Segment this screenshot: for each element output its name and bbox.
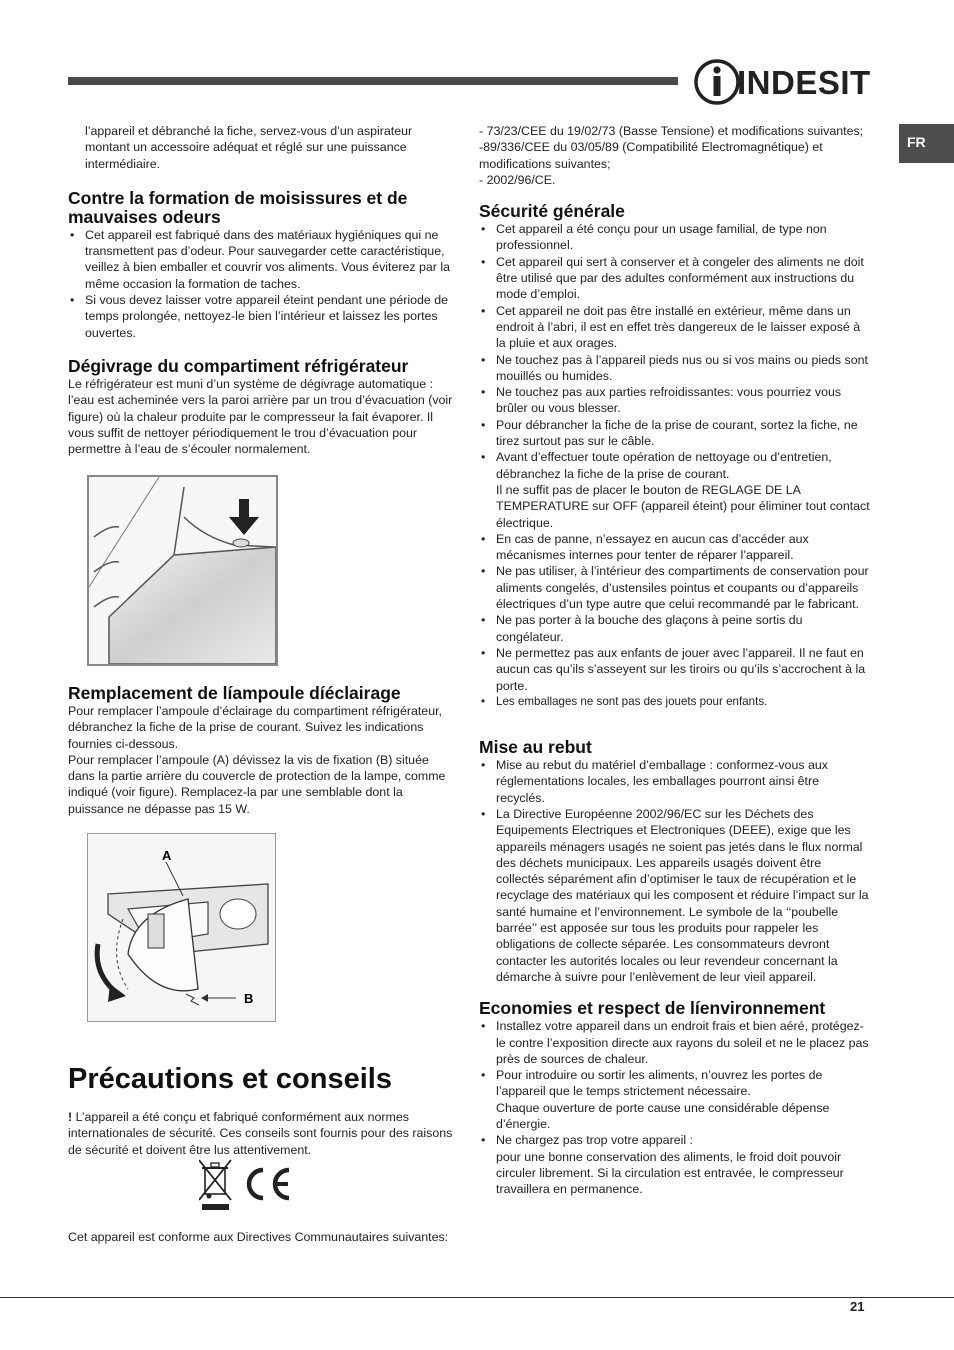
lamp-cover-illustration (88, 834, 275, 1021)
directive-line: - 73/23/CEE du 19/02/73 (Basse Tensione) et modifications suivantes; (479, 124, 864, 138)
securite-list (479, 221, 871, 710)
brand-wordmark: INDESIT (737, 64, 871, 101)
precautions-section (68, 1063, 456, 1158)
section-title-moisissures: Contre la formation de moisissures et de mauvaises odeurs (68, 187, 408, 227)
degivrage-text: Le réfrigérateur est muni d’un système de dégivrage automatique : l’eau est acheminée vers la paroi arrière par un trou d’évacuation (voir figure) où la chaleur produite par le compresseur la fait évaporer. Il vous suffit de nettoyer périodiquement le trou d’évacuation pour permettre à l’eau de s’écouler normalement. (68, 376, 453, 457)
language-tab: FR (899, 124, 954, 163)
list-item: • En cas de panne, n’essayez en aucun cas d’accéder aux mécanismes internes pour tenter de réparer l’appareil. (479, 531, 871, 564)
list-item-extra: Chaque ouverture de porte cause une considérable dépense d’énergie. (496, 1100, 830, 1132)
list-item (479, 1132, 871, 1197)
lamp-section (68, 684, 456, 817)
precautions-intro (68, 1109, 456, 1158)
directive-line: - 2002/96/CE. (479, 172, 556, 187)
defrost-figure (87, 475, 278, 666)
list-item: • La Directive Européenne 2002/96/EC sur les Déchets des Equipements Electriques et Electroniques (DEEE), exige que les appareils ménagers usagés ne soient pas jetés dans le flux normal des déchets municipaux. Les appareils usagés doivent être collectés séparément afin d’optimiser le taux de récupération et le recyclage des matériaux qui les composent et réduire l’impact sur la santé humaine et l’environnement. Le symbole de la ‘‘poubelle barrée’’ est apposée sur tous les produits pour rappeler les obligations de collecte séparée. Les consommateurs devront contacter les autorités locales ou leur revendeur concernant la démarche à suivre pour l’enlèvement de leur vieil appareil. (479, 806, 871, 985)
list-item: • Les emballages ne sont pas des jouets pour enfants. (479, 694, 871, 710)
page-title: Précautions et conseils (68, 1063, 392, 1095)
section-title-securite: Sécurité générale (479, 201, 625, 222)
label-a: A (162, 848, 172, 863)
list-item: • Ne touchez pas aux parties refroidissantes: vous pourriez vous brûler ou vous blesser. (479, 384, 871, 417)
conformity-text: Cet appareil est conforme aux Directives Communautaires suivantes: (68, 1230, 449, 1244)
list-item: • Ne pas porter à la bouche des glaçons à peine sortis du congélateur. (479, 612, 871, 645)
list-item: • Ne permettez pas aux enfants de jouer avec l’appareil. Il ne faut en aucun cas qu’ils s’asseyent sur les tiroirs ou qu’ils s’accrochent à la porte. (479, 645, 871, 694)
list-item-text: Avant d’effectuer toute opération de nettoyage ou d’entretien, débranchez la fiche de la prise de courant. (496, 450, 832, 481)
list-item: • Cet appareil est fabriqué dans des matériaux hygiéniques qui ne transmettent pas d’odeur. Pour sauvegarder cette caractéristique, veillez à bien emballer et couvrir vos aliments. Vous éviterez par la même occasion la formation de taches. (68, 227, 456, 292)
section-title-economies: Economies et respect de líenvironnement (479, 998, 826, 1019)
ampoule-text-1: Pour remplacer l’ampoule d’éclairage du compartiment réfrigérateur, débranchez la fiche de la prise de courant. Suivez les indications fournies ci-dessous. (68, 704, 442, 751)
moisissures-list (68, 227, 456, 341)
warning-icon: ! (68, 1110, 73, 1124)
ampoule-text-2: Pour remplacer l’ampoule (A) dévissez la vis de fixation (B) située dans la partie arrière du couvercle de protection de la lampe, comme indiqué (voir figure). Remplacez-la par une semblable dont la puissance ne dépasse pas 15 W. (68, 752, 446, 816)
list-item: • Cet appareil ne doit pas être installé en extérieur, même dans un endroit à l’abri, il est en effet très dangereux de le laisser exposé à la pluie et aux orages. (479, 303, 871, 352)
page-number: 21 (850, 1299, 865, 1314)
ce-mark-icon (249, 1170, 289, 1198)
list-item: • Pour débrancher la fiche de la prise de courant, sortez la fiche, ne tirez surtout pas sur le câble. (479, 417, 871, 450)
left-column (68, 123, 456, 457)
conformity-text-block (68, 1229, 456, 1245)
list-item: • Ne touchez pas à l’appareil pieds nus ou si vos mains ou pieds sont mouillés ou humides. (479, 352, 871, 385)
rebut-list (479, 757, 871, 985)
economies-list (479, 1018, 871, 1197)
fridge-interior-illustration (89, 477, 276, 664)
list-item: • Cet appareil qui sert à conserver et à congeler des aliments ne doit être utilisé que par des adultes conformément aux instructions du mode d’emploi. (479, 254, 871, 303)
section-title-rebut: Mise au rebut (479, 737, 592, 758)
header-rule (68, 77, 678, 85)
list-item-extra: Il ne suffit pas de placer le bouton de REGLAGE DE LA TEMPERATURE sur OFF (appareil éteint) pour éliminer tout contact électrique. (496, 482, 870, 530)
list-item: • Si vous devez laisser votre appareil éteint pendant une période de temps prolongée, nettoyez-le bien l’intérieur et laissez les portes ouvertes. (68, 292, 456, 341)
precautions-text: L’appareil a été conçu et fabriqué conformément aux normes internationales de sécurité. Ces conseils sont fournis pour des raisons de sécurité et doivent être lus attentivement. (68, 1110, 453, 1157)
label-b: B (244, 991, 254, 1006)
directive-line: -89/336/CEE du 03/05/89 (Compatibilité Electromagnétique) et modifications suivantes; (479, 140, 823, 171)
ce-mark-text: CE (199, 1158, 201, 1159)
list-item-text: Ne chargez pas trop votre appareil : (496, 1133, 693, 1148)
list-item: • Mise au rebut du matériel d’emballage : conformez-vous aux réglementations locales, les emballages pourront ainsi être recyclés. (479, 757, 871, 806)
list-item (479, 449, 871, 530)
list-item-extra: pour une bonne conservation des aliments, le froid doit pouvoir circuler librement. Si la circulation est entravée, le compresseur travaillera en permanence. (496, 1149, 844, 1197)
list-item (479, 1067, 871, 1132)
list-item: • Installez votre appareil dans un endroit frais et bien aéré, protégez-le contre l’exposition directe aux rayons du soleil et ne le placez pas près de sources de chaleur. (479, 1018, 871, 1067)
lamp-figure (87, 833, 276, 1022)
list-item: • Cet appareil a été conçu pour un usage familial, de type non professionnel. (479, 221, 871, 254)
list-item-text: Pour introduire ou sortir les aliments, n’ouvrez les portes de l’appareil que le temps strictement nécessaire. (496, 1068, 823, 1099)
crossed-bin-icon (199, 1160, 231, 1210)
weee-ce-symbols (199, 1158, 294, 1212)
list-item: • Ne pas utiliser, à l’intérieur des compartiments de conservation pour aliments congelés, d’ustensiles pointus et coupants ou d’appareils électriques d’un type autre que celui recommandé par le fabricant. (479, 563, 871, 612)
intro-text: l’appareil et débranché la fiche, servez-vous d’un aspirateur montant un accessoire adéquat et réglé sur une puissance intermédiaire. (85, 124, 413, 171)
right-column (479, 123, 871, 1198)
section-title-ampoule: Remplacement de líampoule díéclairage (68, 683, 401, 703)
footer-rule (0, 1297, 954, 1298)
section-title-degivrage: Dégivrage du compartiment réfrigérateur (68, 355, 409, 376)
